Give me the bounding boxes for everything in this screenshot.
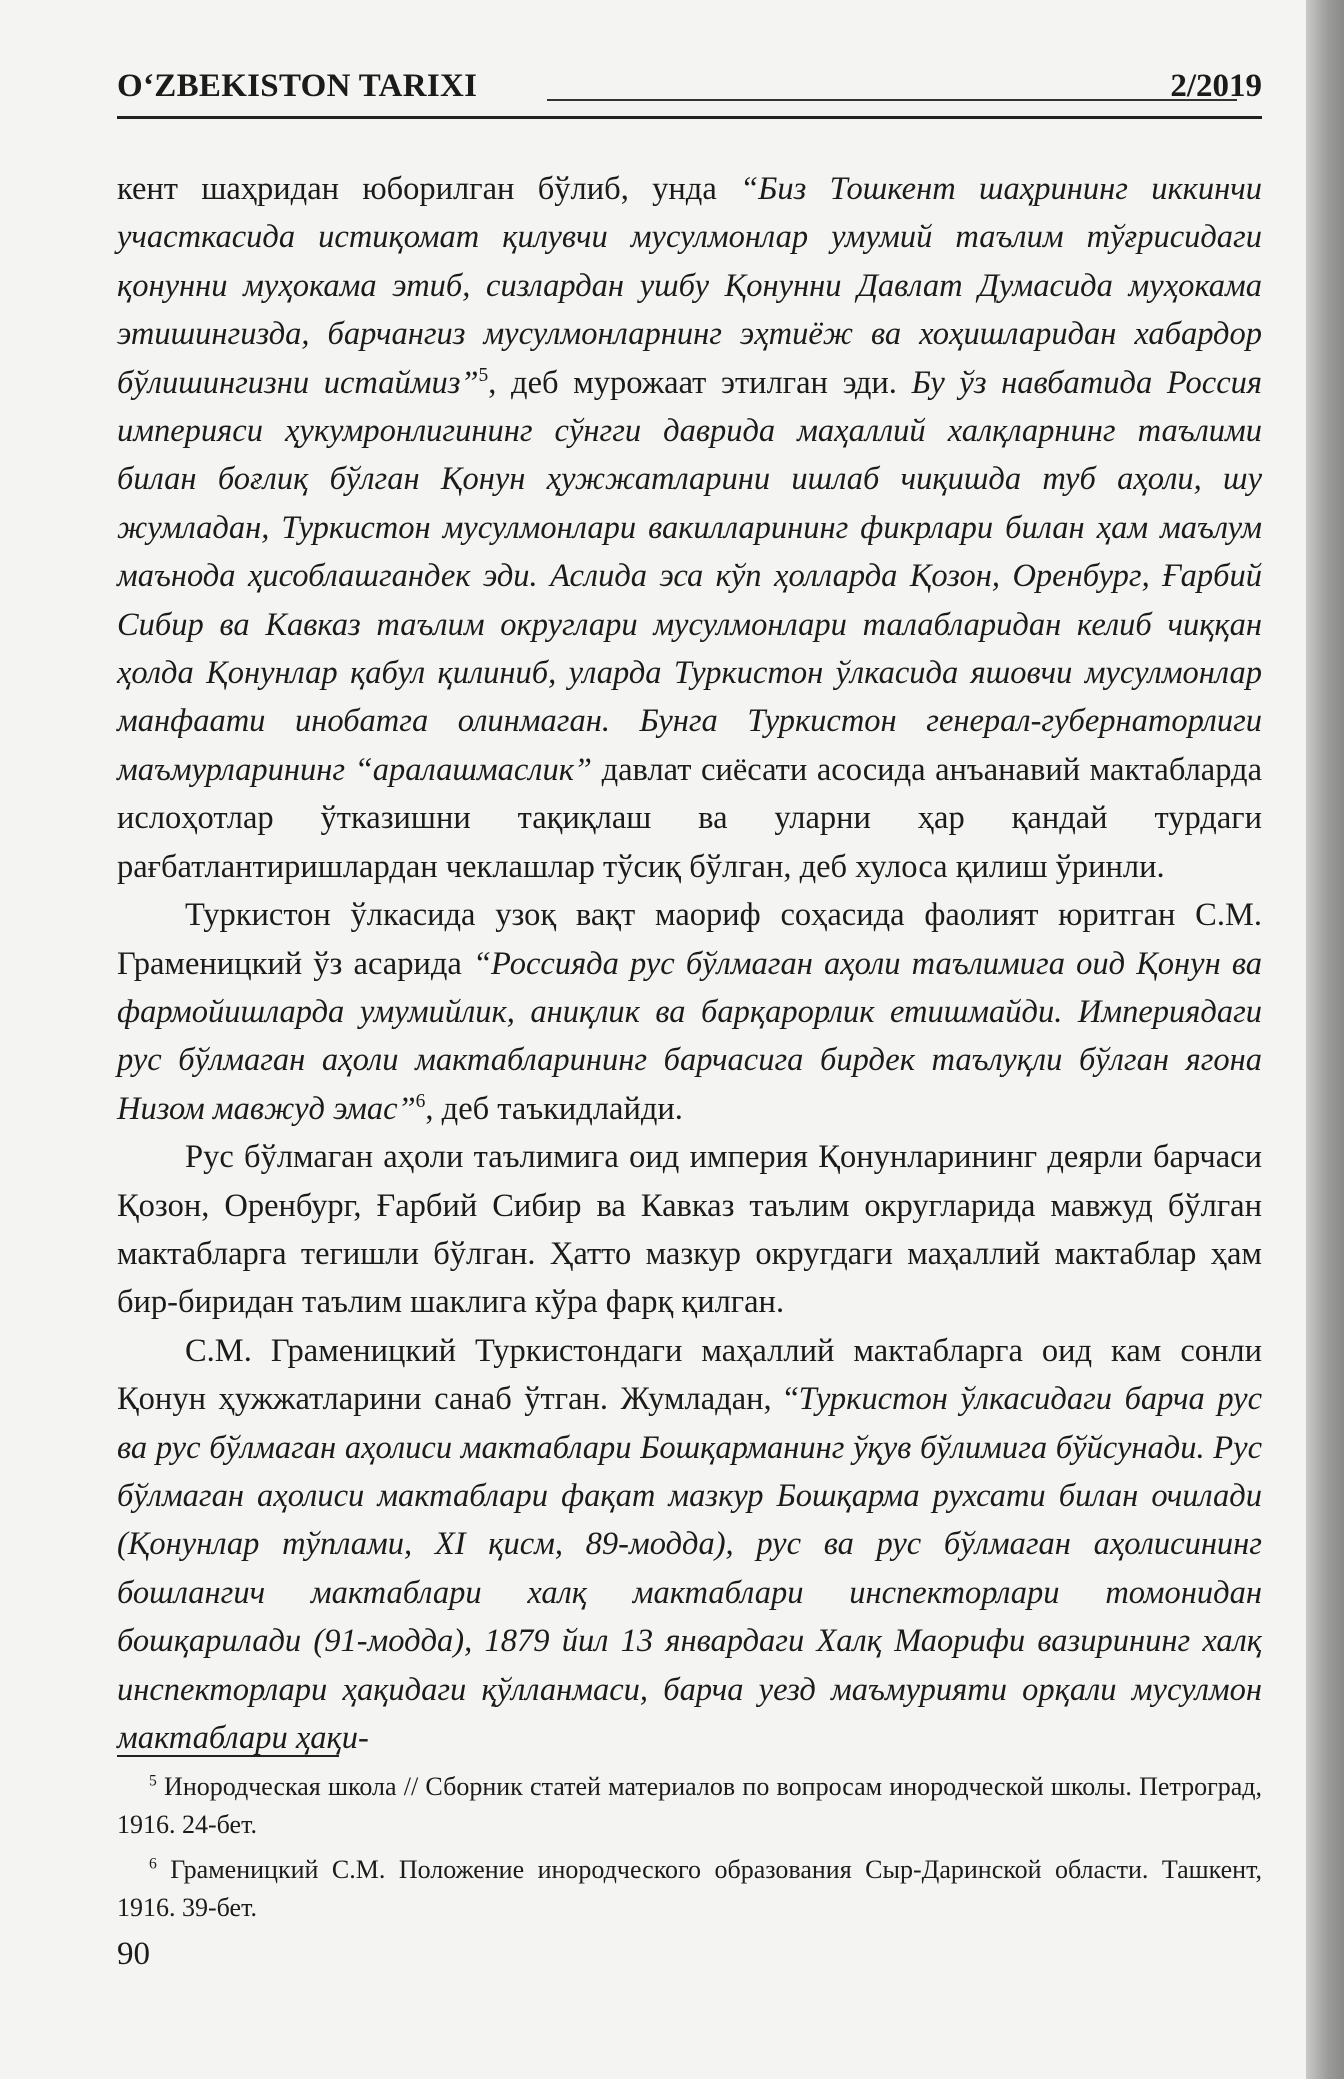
footnote-number: 5 [149, 1772, 157, 1790]
paragraph-4-text: С.М. Граменицкий Туркистондаги маҳаллий мактабларга оид кам сонли Қонун ҳужжатларини санаб ўтган. Жумладан, “ [117, 1332, 1262, 1418]
paragraph-1-italic: Бу ўз навбатида Россия империяси ҳукумронлигининг сўнгги даврида маҳаллий халқларнинг таълими билан боғлиқ бўлган Қонун ҳужжатларини ишлаб чиқишда туб аҳоли, шу жумладан, Туркистон мусулмонлари вакилларининг фикрлари билан ҳам маълум маънода ҳисоблашгандек эди. Аслида эса кўп ҳолларда Қозон, Оренбург, Ғарбий Сибир ва Кавказ таълим округлари мусулмонлари талабларидан келиб чиққан ҳолда Қонунлар қабул қилиниб, уларда Туркистон ўлкасида яшовчи мусулмонлар манфаати инобатга олинмаган. Бунга Туркистон генерал-губернаторлиги маъмурларининг “аралашмаслик” [117, 364, 1263, 788]
paragraph-1-quote: “Биз Тошкент шаҳрининг иккинчи участкасида истиқомат қилувчи мусулмонлар умумий таълим тўғрисидаги қонунни муҳокама этиб, сизлардан ушбу Қонунни Давлат Думасида муҳокама этишингизда, барчангиз мусулмонларнинг эҳтиёж ва хоҳишларидан хабардор бўлишингизни истаймиз” [117, 171, 1262, 401]
paragraph-4-quote: Туркистон ўлкасидаги барча рус ва рус бўлмаган аҳолиси мактаблари Бошқарманинг ўқув бўлимига бўйсунади. Рус бўлмаган аҳолиси мактаблари фақат мазкур Бошқарма рухсати билан очилади (Қонунлар тўплами, XI қисм, 89-модда), рус ва рус бўлмаган аҳолисининг бошлангич мактаблари халқ мактаблари инспекторлари томонидан бошқарилади (91-модда), 1879 йил 13 январдаги Халқ Маорифи вазирининг халқ инспекторлари ҳақидаги қўлланмаси, барча уезд маъмурияти орқали мусулмон мактаблари ҳақи- [117, 1381, 1262, 1756]
journal-title: O‘ZBEKISTON TARIXI [117, 68, 478, 104]
footnote-divider [117, 1755, 339, 1757]
paragraph-3: Рус бўлмаган аҳоли таълимига оид империя Қонунларининг деярли барчаси Қозон, Оренбург, Ғарбий Сибир ва Кавказ таълим округларида мавжуд бўлган мактабларга тегишли бўлган. Ҳатто мазкур округдаги маҳаллий мактаблар ҳам бир-биридан таълим шаклига кўра фарқ қилган. [117, 1139, 1262, 1321]
paragraph-1 [117, 165, 1262, 891]
page-number: 90 [117, 1936, 150, 1972]
paragraph-1-text-3: давлат сиёсати асосида анъанавий мактабларда ислоҳотлар ўтказишни тақиқлаш ва уларни ҳар қандай турдаги рағбатлантиришлардан чеклашлар тўсиқ бўлган, деб хулоса қилиш ўринли. [117, 751, 1262, 885]
footnote-number: 6 [149, 1855, 157, 1873]
running-header [117, 62, 1262, 119]
article-body [117, 165, 1262, 1762]
paragraph-1-text: кент шаҳридан юборилган бўлиб, унда [117, 171, 741, 207]
paragraph-1-text-2: , деб мурожаат этилган эди. [488, 364, 912, 401]
issue-number: 2/2019 [1170, 68, 1262, 104]
header-rule [547, 99, 1237, 101]
paragraph-2-text-2: , деб таъкидлайди. [425, 1090, 683, 1127]
footnote-6 [117, 1851, 1262, 1927]
paragraph-2-text: Туркистон ўлкасида узоқ вақт маориф соҳасида фаолият юритган С.М. Граменицкий ўз асарида [117, 897, 1262, 982]
footnote-5 [117, 1768, 1262, 1844]
footnotes [117, 1768, 1262, 1934]
footnote-text: Инородческая школа // Сборник статей материалов по вопросам инородческой школы. Петроград, 1916. 24-бет. [117, 1772, 1262, 1839]
footnote-ref-5[interactable]: 5 [478, 364, 489, 386]
page-edge-shadow [1306, 0, 1344, 2079]
paragraph-2 [117, 891, 1262, 1133]
paragraph-2-quote: “Россияда рус бўлмаган аҳоли таълимига оид Қонун ва фармойишларда умумийлик, аниқлик ва барқарорлик етишмайди. Империядаги рус бўлмаган аҳоли мактабларининг барчасига бирдек таълуқли бўлган ягона Низом мавжуд эмас” [117, 945, 1262, 1127]
paragraph-4 [117, 1327, 1262, 1763]
footnote-ref-6[interactable]: 6 [415, 1090, 426, 1112]
footnote-text: Граменицкий С.М. Положение инородческого образования Сыр-Даринской области. Ташкент, 1916. 39-бет. [117, 1855, 1262, 1922]
